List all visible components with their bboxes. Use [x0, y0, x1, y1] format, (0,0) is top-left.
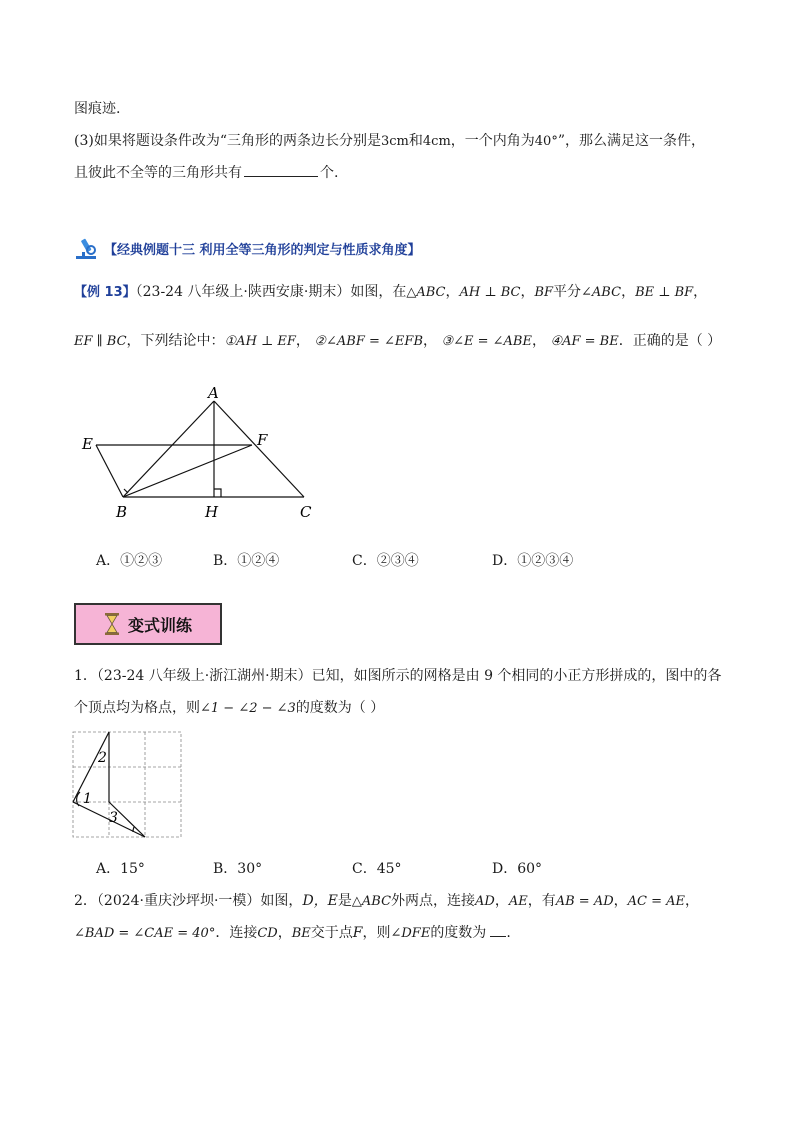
text: （23-24 八年级上·陕西安康·期末）如图，在	[135, 284, 407, 300]
angle-label-1: 1	[83, 791, 92, 807]
text: 外两点，连接	[391, 893, 476, 909]
cond-bf: BF	[534, 285, 554, 300]
length-4cm: 4cm	[422, 134, 451, 149]
segment-be: BE	[291, 926, 311, 941]
point-f: F	[352, 925, 363, 941]
q1-line-1: 1．（23-24 八年级上·浙江湖州·期末）已知，如图所示的网格是由 9 个相同的小正方形拼成的，图中的各	[74, 668, 722, 684]
cond-angle-abc: ∠ABC	[581, 285, 622, 300]
text: ，则	[362, 925, 391, 941]
example-tag: 【例 13】	[74, 285, 136, 300]
segment-ab	[123, 401, 214, 497]
section-title: 【经典例题十三 利用全等三角形的判定与性质求角度】	[104, 242, 421, 258]
segment-bf	[123, 445, 252, 497]
text: 且彼此不全等的三角形共有	[74, 165, 242, 181]
answer-blank	[490, 935, 506, 937]
text: (3)如果将题设条件改为“三角形的两条边长分别是	[74, 133, 381, 149]
q2-line-1: 2．（2024·重庆沙坪坝·一模）如图，D，E是△ABC外两点，连接AD，AE，有AB = AD，AC = AE，	[74, 893, 700, 909]
label-a: A	[208, 385, 219, 402]
grid-lines	[73, 732, 181, 837]
q1-option-a[interactable]: A．15°	[96, 861, 145, 877]
prev-question-line-1: 图痕迹.	[74, 101, 121, 117]
statement-1: ①AH ⊥ EF	[224, 334, 296, 349]
label-e: E	[82, 435, 93, 453]
option-a[interactable]: A．①②③	[96, 553, 163, 569]
banner-title: 变式训练	[127, 615, 192, 635]
angle-label-2: 2	[98, 750, 107, 766]
text: 2．（2024·重庆沙坪坝·一模）如图，	[74, 893, 303, 909]
option-c[interactable]: C．②③④	[352, 553, 419, 569]
angle-40: 40°	[534, 134, 558, 149]
q1-option-b[interactable]: B．30°	[213, 861, 263, 877]
label-c: C	[300, 503, 312, 521]
text: ．正确的是（ ）	[618, 333, 722, 349]
cond-ef-parallel-bc: EF ∥ BC	[74, 334, 127, 349]
label-f: F	[257, 431, 268, 449]
answer-blank	[244, 175, 318, 177]
variant-training-banner	[74, 603, 222, 645]
text: ，有	[527, 893, 556, 909]
statement-2: ②∠ABF = ∠EFB	[314, 334, 423, 349]
segment-ae: AE	[508, 894, 528, 909]
text: 交于点	[310, 925, 353, 941]
hourglass-icon	[104, 613, 120, 635]
option-b[interactable]: B．①②④	[213, 553, 280, 569]
option-d[interactable]: D．①②③④	[492, 553, 574, 569]
statement-4: ④AF = BE	[550, 334, 619, 349]
q1-option-c[interactable]: C．45°	[352, 861, 402, 877]
text: 和	[408, 133, 423, 149]
angle-expression: ∠1 − ∠2 − ∠3	[200, 701, 296, 716]
points-de: D，E	[302, 893, 338, 909]
section-heading	[74, 236, 421, 260]
cond-be-perp-bf: BE ⊥ BF	[635, 285, 694, 300]
angle-condition: ∠BAD = ∠CAE = 40°	[74, 926, 216, 941]
angle-label-3: 3	[109, 810, 118, 826]
prev-question-line-3	[74, 162, 338, 182]
text: ，下列结论中：	[126, 333, 225, 349]
eq-ac-ae: AC = AE	[627, 894, 686, 909]
text: 的度数为（ ）	[295, 700, 385, 716]
text: ．连接	[215, 925, 258, 941]
prev-question-line-2	[74, 130, 705, 150]
q2-line-2: ∠BAD = ∠CAE = 40°．连接CD，BE交于点F，则∠DFE的度数为 .	[74, 925, 511, 941]
text: 个.	[320, 165, 339, 181]
example13-line-2: EF ∥ BC，下列结论中：①AH ⊥ EF， ②∠ABF = ∠EFB， ③∠E = ∠ABE， ④AF = BE．正确的是（ ）	[74, 333, 722, 349]
label-h: H	[205, 503, 219, 521]
text: 个顶点均为格点，则	[74, 700, 200, 716]
segment-eb	[96, 445, 123, 497]
example13-line-1: 【例 13】（23-24 八年级上·陕西安康·期末）如图，在△ABC，AH ⊥ BC，BF平分∠ABC，BE ⊥ BF，	[74, 284, 708, 300]
q1-line-2	[74, 697, 384, 717]
angle-dfe: ∠DFE	[390, 926, 431, 941]
text: 平分	[553, 284, 582, 300]
eq-ab-ad: AB = AD	[555, 894, 614, 909]
label-b: B	[116, 503, 128, 521]
angle-mark-b	[124, 489, 128, 493]
q1-option-d[interactable]: D．60°	[492, 861, 543, 877]
text: 的度数为	[430, 925, 487, 941]
length-3cm: 3cm	[381, 134, 409, 149]
example13-figure	[80, 385, 340, 525]
segment-ad: AD	[475, 894, 495, 909]
text: ，一个内角为	[450, 133, 535, 149]
segment-ac	[214, 401, 304, 497]
text: ”，那么满足这一条件，	[557, 133, 705, 149]
q1-grid-figure	[72, 730, 184, 840]
text: 是	[337, 893, 352, 909]
cond-ah-perp-bc: AH ⊥ BC	[459, 285, 521, 300]
right-angle-mark	[214, 489, 221, 497]
microscope-icon	[74, 236, 100, 260]
triangle-abc: △ABC	[406, 285, 446, 300]
statement-3: ③∠E = ∠ABE	[441, 334, 532, 349]
segment-cd: CD	[257, 926, 278, 941]
triangle-abc: △ABC	[351, 894, 392, 909]
